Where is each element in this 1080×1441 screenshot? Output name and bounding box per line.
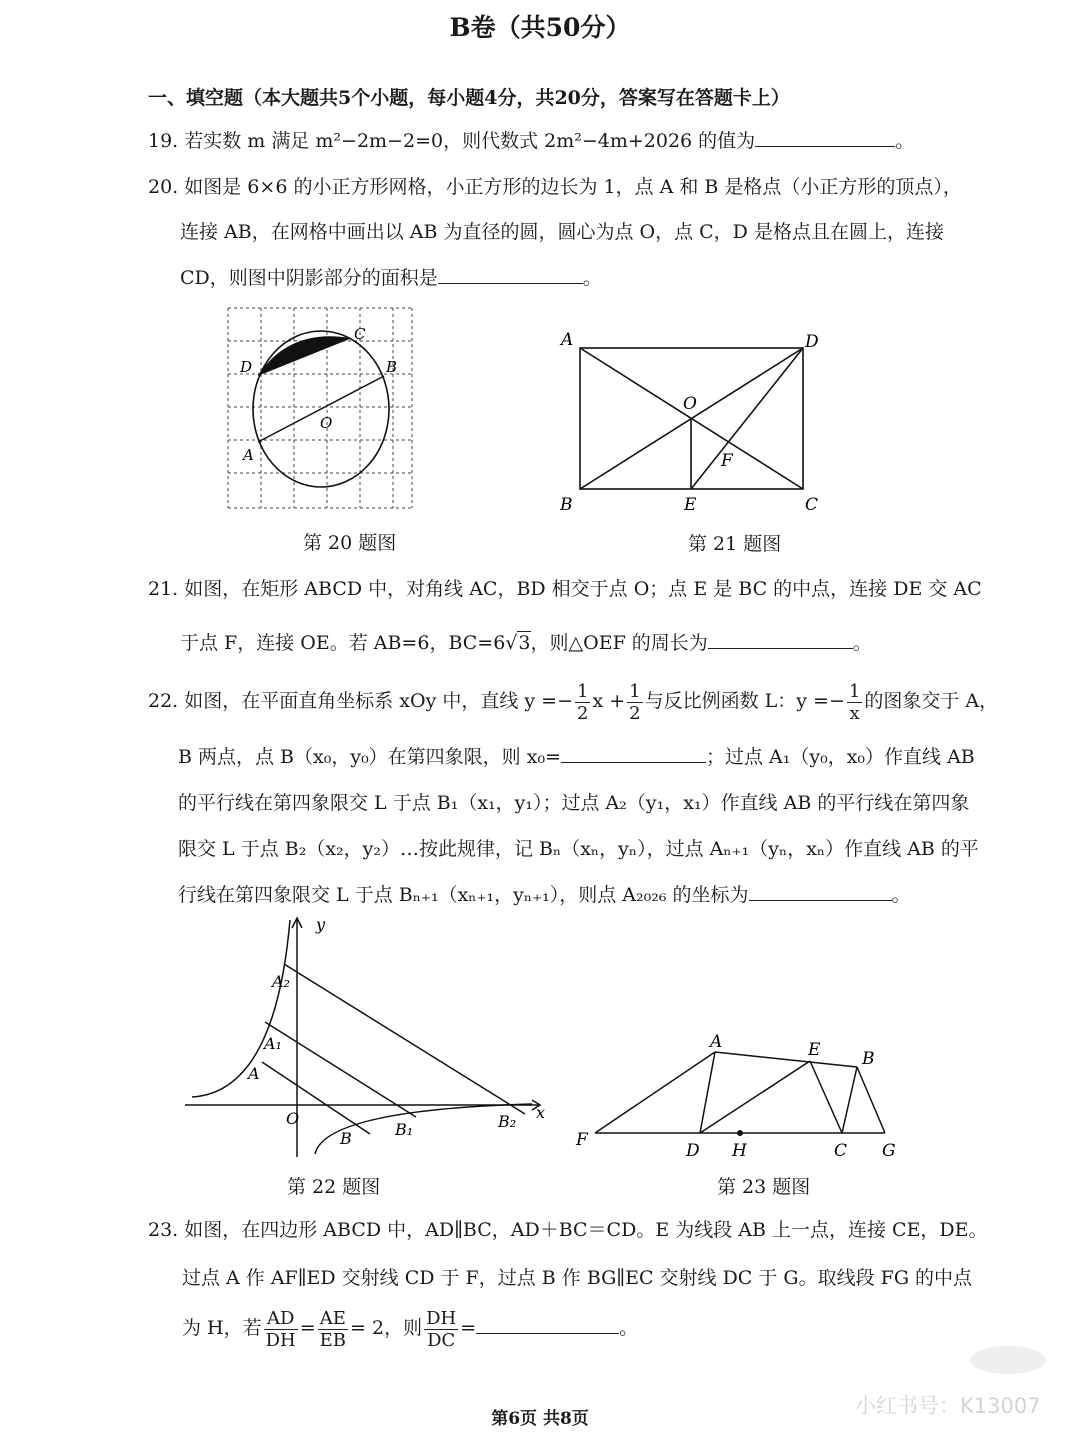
answer-blank — [755, 145, 895, 147]
figure-20-caption: 第 20 题图 — [303, 532, 397, 554]
fraction-half: $\frac{1}{2}$ — [577, 680, 589, 724]
fraction-ae-eb: $\frac{AE}{EB}$ — [319, 1307, 347, 1351]
question-20-line-2: 连接 AB，在网格中画出以 AB 为直径的圆，圆心为点 O，点 C，D 是格点且在圆上，连接 — [180, 221, 944, 243]
question-number: 19. — [148, 130, 179, 152]
question-number: 20. — [148, 176, 179, 198]
watermark-logo — [970, 1346, 1046, 1374]
label-b2: B₂ — [498, 1112, 517, 1131]
segment-ab — [715, 1052, 857, 1067]
question-21-line-1: 21. 如图，在矩形 ABCD 中，对角线 AC，BD 相交于点 O；点 E 是 BC 的中点，连接 DE 交 AC — [148, 578, 982, 600]
fraction-one-over-x: $\frac{1}{x}$ — [848, 680, 861, 724]
label-g: G — [882, 1141, 896, 1161]
answer-blank — [561, 761, 706, 763]
segment-ec — [810, 1061, 842, 1133]
question-20-line-1: 20. 如图是 6×6 的小正方形网格，小正方形的边长为 1，点 A 和 B 是格点（小正方形的顶点）， — [148, 176, 962, 198]
answer-blank — [476, 1332, 619, 1334]
label-y: y — [316, 915, 326, 934]
section-heading: 一、填空题（本大题共5个小题，每小题4分，共20分，答案写在答题卡上） — [148, 87, 790, 109]
label-a: A — [243, 446, 254, 464]
label-a2: A₂ — [272, 972, 290, 991]
label-b: B — [560, 495, 573, 515]
label-d: D — [240, 358, 253, 376]
label-a: A — [561, 330, 574, 350]
question-21-line-2: 于点 F，连接 OE。若 AB=6，BC=6√3，则△OEF 的周长为 。 — [180, 632, 872, 654]
label-o: O — [683, 394, 697, 414]
segment-de — [691, 348, 803, 489]
question-22-line-2: B 两点，点 B（x₀，y₀）在第四象限，则 x₀= ；过点 A₁（y₀，x₀）作直线 AB — [178, 746, 975, 768]
label-o: O — [286, 1109, 300, 1128]
question-22-line-3: 的平行线在第四象限交 L 于点 B₁（x₁，y₁）；过点 A₂（y₁，x₁）作直线 AB 的平行线在第四象 — [178, 792, 970, 814]
label-h: H — [732, 1141, 747, 1161]
label-e: E — [808, 1040, 821, 1060]
diameter-ab — [258, 376, 384, 442]
label-d: D — [686, 1141, 700, 1161]
label-e: E — [684, 495, 697, 515]
question-23-line-2: 过点 A 作 AF∥ED 交射线 CD 于 F，过点 B 作 BG∥EC 交射线 DC 于 G。取线段 FG 的中点 — [182, 1267, 973, 1289]
watermark-text: 小红书号：K13007 — [855, 1394, 1041, 1418]
label-f: F — [721, 451, 733, 471]
figure-23 — [570, 1030, 910, 1165]
label-x: x — [536, 1103, 546, 1122]
label-a: A — [248, 1064, 260, 1083]
page-footer: 第6页 共8页 — [491, 1409, 589, 1429]
question-20-line-3: CD，则图中阴影部分的面积是 。 — [180, 267, 602, 289]
fraction-dh-dc: $\frac{DH}{DC}$ — [426, 1307, 457, 1351]
figure-20 — [220, 300, 420, 515]
figure-23-caption: 第 23 题图 — [717, 1176, 811, 1198]
segment-de — [700, 1061, 810, 1133]
label-a: A — [710, 1032, 723, 1052]
question-23-line-1: 23. 如图，在四边形 ABCD 中，AD∥BC，AD＋BC＝CD。E 为线段 AB 上一点，连接 CE，DE。 — [148, 1219, 988, 1241]
line-ab — [262, 1062, 370, 1134]
segment-ad — [700, 1052, 715, 1133]
answer-blank — [708, 647, 853, 649]
question-22-line-5: 行线在第四象限交 L 于点 Bₙ₊₁（xₙ₊₁，yₙ₊₁），则点 A₂₀₂₆ 的坐标为 。 — [178, 884, 911, 906]
question-number: 22. — [148, 690, 179, 712]
figure-21 — [555, 325, 830, 520]
question-number: 21. — [148, 578, 179, 600]
fraction-half: $\frac{1}{2}$ — [629, 680, 641, 724]
answer-blank — [749, 899, 892, 901]
figure-21-caption: 第 21 题图 — [688, 533, 782, 555]
label-c: C — [805, 495, 819, 515]
question-22-line-1: 22. 如图，在平面直角坐标系 xOy 中，直线 y =− $\frac{1}{2}$ x + $\frac{1}{2}$ 与反比例函数 L：y =− $\frac{1}{x}$ 的图象交于 A， — [148, 680, 999, 724]
question-23-line-3: 为 H，若 $\frac{AD}{DH}$ = $\frac{AE}{EB}$ = 2，则 $\frac{DH}{DC}$ = 。 — [182, 1307, 639, 1351]
line-a1b1 — [265, 1022, 416, 1117]
figure-22 — [180, 912, 560, 1162]
question-text: 若实数 m 满足 m²−2m−2=0，则代数式 2m²−4m+2026 的值为 — [184, 130, 756, 152]
label-b: B — [340, 1129, 352, 1148]
figure-22-caption: 第 22 题图 — [287, 1176, 381, 1198]
segment-bg — [857, 1067, 885, 1133]
label-c: C — [834, 1141, 848, 1161]
segment-cb — [842, 1067, 857, 1133]
line-a2b2 — [284, 964, 525, 1114]
label-b: B — [862, 1049, 875, 1069]
question-22-line-4: 限交 L 于点 B₂（x₂，y₂）…按此规律，记 Bₙ（xₙ，yₙ），过点 Aₙ₊₁（yₙ，xₙ）作直线 AB 的平 — [178, 838, 979, 860]
label-b: B — [386, 358, 398, 376]
point-h — [737, 1130, 743, 1136]
label-o: O — [320, 414, 333, 432]
fraction-ad-dh: $\frac{AD}{DH}$ — [265, 1307, 296, 1351]
page-title: B卷（共50分） — [449, 13, 631, 42]
question-number: 23. — [148, 1219, 179, 1241]
label-d: D — [805, 332, 819, 352]
segment-fa — [595, 1052, 715, 1133]
label-c: C — [354, 325, 366, 343]
label-a1: A₁ — [264, 1034, 282, 1053]
label-b1: B₁ — [395, 1120, 414, 1139]
question-19: 19. 若实数 m 满足 m²−2m−2=0，则代数式 2m²−4m+2026 的值为 。 — [148, 130, 915, 152]
answer-blank — [438, 282, 583, 284]
label-f: F — [576, 1130, 588, 1150]
